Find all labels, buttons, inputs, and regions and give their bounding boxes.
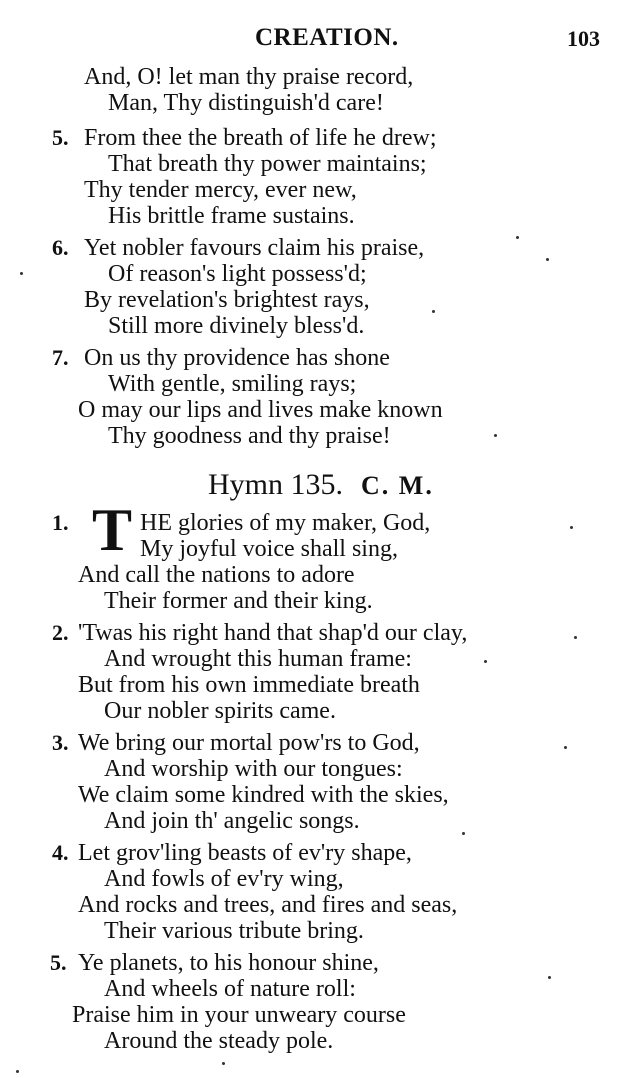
verse-line: By revelation's brightest rays, (84, 287, 370, 313)
verse-line: And fowls of ev'ry wing, (104, 866, 344, 892)
print-speck (20, 272, 23, 275)
verse-line: And worship with our tongues: (104, 756, 403, 782)
print-speck (564, 746, 567, 749)
verse-line: His brittle frame sustains. (108, 203, 355, 229)
print-speck (494, 434, 497, 437)
verse-line: Our nobler spirits came. (104, 698, 336, 724)
verse-line: And join th' angelic songs. (104, 808, 360, 834)
hymn-number-title: Hymn 135. (208, 468, 343, 501)
verse-line: 'Twas his right hand that shap'd our clay, (78, 620, 468, 646)
verse-line: And, O! let man thy praise record, (84, 64, 414, 90)
print-speck (462, 832, 465, 835)
verse-line: With gentle, smiling rays; (108, 371, 357, 397)
verse-line: And call the nations to adore (78, 562, 355, 588)
stanza-number: 3. (52, 730, 69, 755)
print-speck (484, 660, 487, 663)
verse-line: We claim some kindred with the skies, (78, 782, 449, 808)
verse-line: Their various tribute bring. (104, 918, 364, 944)
hymn-title (208, 468, 434, 503)
verse-line: Let grov'ling beasts of ev'ry shape, (78, 840, 412, 866)
page-number: 103 (567, 26, 600, 51)
hymn-meter: C. M. (361, 471, 434, 500)
print-speck (548, 976, 551, 979)
running-title: CREATION. (255, 24, 399, 51)
print-speck (574, 636, 577, 639)
verse-line: Thy goodness and thy praise! (108, 423, 391, 449)
verse-line: From thee the breath of life he drew; (84, 125, 437, 151)
page-header (0, 24, 640, 58)
verse-line: Ye planets, to his honour shine, (78, 950, 379, 976)
print-speck (570, 526, 573, 529)
verse-line: And wrought this human frame: (104, 646, 412, 672)
verse-line: And wheels of nature roll: (104, 976, 356, 1002)
verse-line: Around the steady pole. (104, 1028, 334, 1054)
verse-line: Of reason's light possess'd; (108, 261, 367, 287)
verse-line: And rocks and trees, and fires and seas, (78, 892, 458, 918)
stanza-number: 5. (50, 950, 67, 975)
verse-line: O may our lips and lives make known (78, 397, 443, 423)
verse-line: We bring our mortal pow'rs to God, (78, 730, 420, 756)
verse-line: That breath thy power maintains; (108, 151, 427, 177)
print-speck (16, 1070, 19, 1073)
print-speck (222, 1062, 225, 1065)
stanza-number: 6. (52, 235, 69, 260)
stanza-number: 1. (52, 510, 69, 535)
verse-line: Yet nobler favours claim his praise, (84, 235, 425, 261)
print-speck (546, 258, 549, 261)
verse-line: Man, Thy distinguish'd care! (108, 90, 384, 116)
verse-line: Thy tender mercy, ever new, (84, 177, 357, 203)
drop-cap: T (92, 497, 133, 563)
stanza-number: 5. (52, 125, 69, 150)
verse-line: My joyful voice shall sing, (140, 536, 398, 562)
verse-line: Their former and their king. (104, 588, 373, 614)
verse-line: Praise him in your unweary course (72, 1002, 406, 1028)
verse-line: HE glories of my maker, God, (140, 510, 431, 536)
verse-line: On us thy providence has shone (84, 345, 390, 371)
stanza-number: 4. (52, 840, 69, 865)
stanza-number: 7. (52, 345, 69, 370)
print-speck (432, 310, 435, 313)
verse-line: Still more divinely bless'd. (108, 313, 365, 339)
print-speck (516, 236, 519, 239)
stanza-number: 2. (52, 620, 69, 645)
verse-line: But from his own immediate breath (78, 672, 420, 698)
